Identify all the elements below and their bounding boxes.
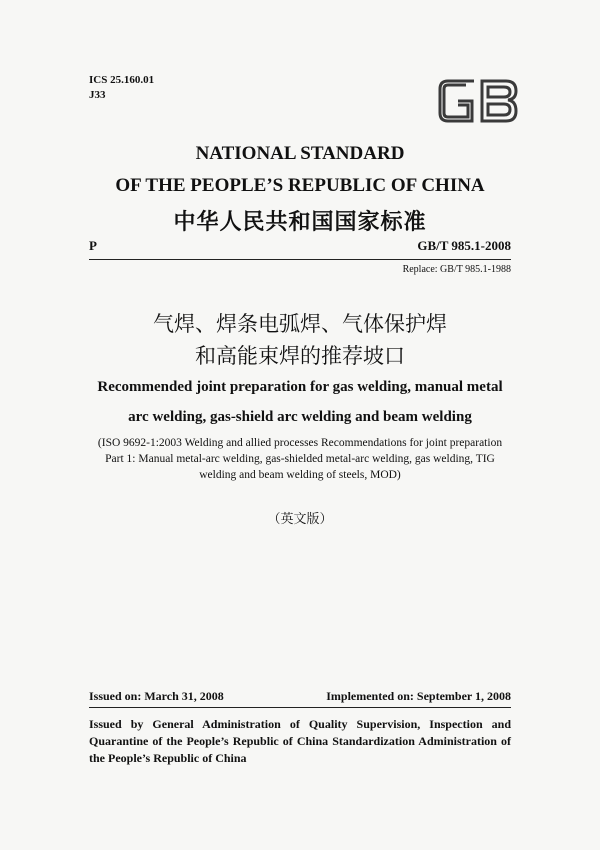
replaces-standard: Replace: GB/T 985.1-1988 — [402, 264, 511, 275]
ccs-code: J33 — [89, 89, 106, 101]
footer-divider — [89, 707, 511, 708]
classification-codes — [89, 73, 154, 103]
document-title-cn-line1: 气焊、焊条电弧焊、气体保护焊 — [153, 312, 447, 336]
document-title-en-line2: arc welding, gas-shield arc welding and beam welding — [128, 409, 472, 425]
issuer-statement: Issued by General Administration of Quality Supervision, Inspection and Quarantine of the People’s Republic of China Standardization Administration of the People’s Republic of China — [89, 717, 511, 765]
document-title-en-line1: Recommended joint preparation for gas welding, manual metal — [97, 379, 503, 395]
header-divider — [89, 259, 511, 260]
iso-reference: (ISO 9692-1:2003 Welding and allied processes Recommendations for joint preparation Part 1: Manual metal-arc welding, gas-shielded metal-arc welding, gas welding, TIG welding and beam welding of steels, MOD) — [97, 437, 503, 481]
ics-code: ICS 25.160.01 — [89, 74, 155, 86]
header-title-line2: OF THE PEOPLE’S REPUBLIC OF CHINA — [115, 175, 485, 196]
logo-text: GB — [436, 73, 438, 74]
gb-logo-icon — [436, 73, 520, 129]
header-title-chinese: 中华人民共和国国家标准 — [173, 210, 427, 235]
edition-label: （英文版） — [267, 512, 333, 527]
standard-type: P — [89, 238, 97, 253]
document-title-cn-line2: 和高能束焊的推荐坡口 — [195, 344, 405, 368]
standard-code: GB/T 985.1-2008 — [417, 238, 511, 253]
implemented-date: Implemented on: September 1, 2008 — [326, 689, 511, 703]
header-title-line1: NATIONAL STANDARD — [195, 143, 405, 164]
issued-date: Issued on: March 31, 2008 — [89, 689, 224, 703]
